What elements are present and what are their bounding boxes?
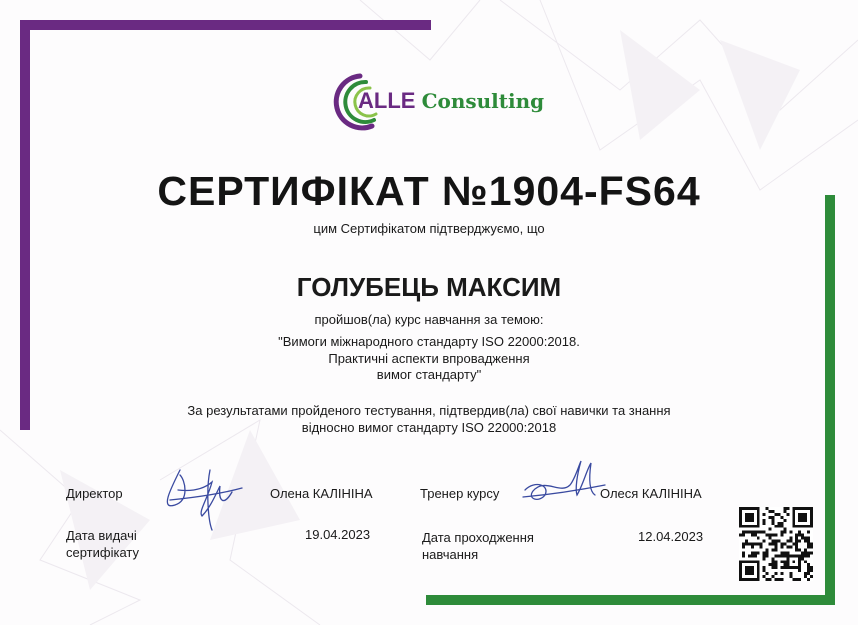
director-signature-icon: [150, 450, 250, 540]
trainer-role: Тренер курсу: [420, 486, 500, 501]
frame-purple-top: [20, 20, 431, 30]
result-statement: [100, 403, 758, 436]
issue-date-label-line: сертифікату: [66, 545, 139, 560]
logo-suffix: Consulting: [421, 89, 545, 113]
result-line: За результатами пройденого тестування, підтвердив(ла) свої навички та знання: [187, 403, 671, 418]
result-line: відносно вимог стандарту ISO 22000:2018: [301, 419, 557, 435]
certificate-subtitle: цим Сертифікатом підтверджуємо, що: [313, 221, 545, 236]
director-name: Олена КАЛІНІНА: [270, 486, 373, 501]
issue-date-value: 19.04.2023: [305, 527, 371, 542]
frame-green-right: [825, 195, 835, 605]
frame-green-bottom: [426, 595, 835, 605]
completion-date-label-line: Дата проходження: [422, 530, 534, 545]
trainer-name: Олеся КАЛІНІНА: [600, 486, 702, 501]
completion-date-value: 12.04.2023: [638, 529, 704, 544]
trainer-signature-icon: [515, 455, 610, 510]
completion-date-label: [422, 529, 534, 563]
logo-text: [358, 88, 544, 114]
course-line: Практичні аспекти впровадження: [328, 350, 530, 366]
course-intro: пройшов(ла) курс навчання за темою:: [314, 312, 544, 327]
director-role: Директор: [66, 486, 123, 501]
course-line: вимог стандарту": [376, 367, 482, 382]
course-title: [220, 334, 638, 384]
qr-code-icon: [739, 507, 813, 581]
course-line: "Вимоги міжнародного стандарту ISO 22000:2018.: [278, 334, 580, 349]
certificate-title: СЕРТИФІКАТ №1904-FS64: [157, 168, 701, 214]
issue-date-label: [66, 527, 139, 561]
completion-date-label-line: навчання: [422, 547, 479, 562]
recipient-name: ГОЛУБЕЦЬ МАКСИМ: [296, 272, 562, 302]
logo-brand: ALLE: [358, 88, 416, 113]
issue-date-label-line: Дата видачі: [66, 528, 137, 543]
